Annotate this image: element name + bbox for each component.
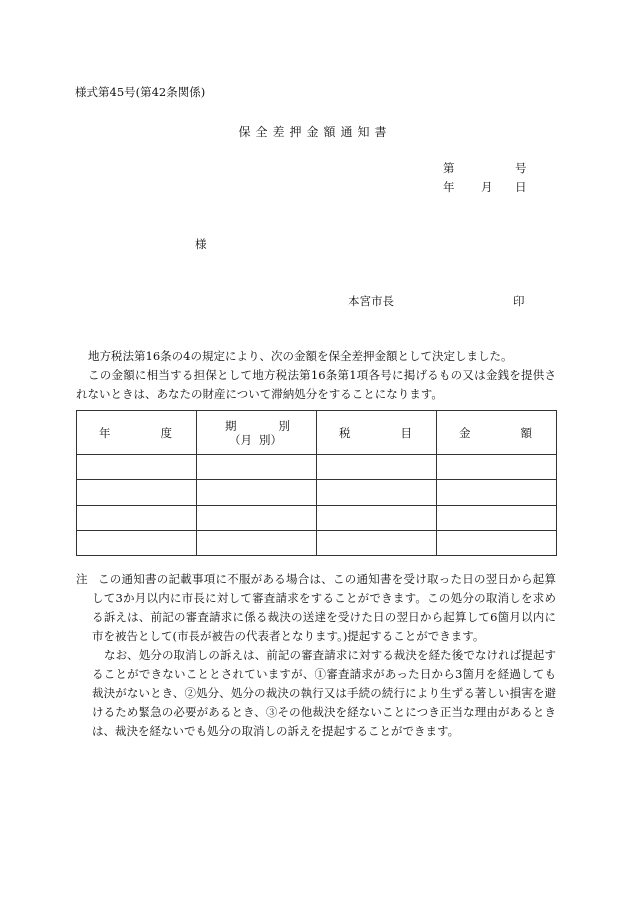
amount-table xyxy=(76,410,557,556)
issuer-name: 本宮市長 xyxy=(348,294,394,308)
table-cell xyxy=(77,530,197,555)
table-cell xyxy=(437,480,557,505)
header-period-part-1: 期 xyxy=(225,418,237,433)
table-cell xyxy=(437,505,557,530)
table-cell xyxy=(77,505,197,530)
table-cell xyxy=(317,480,437,505)
note-paragraph-2: なお、処分の取消しの訴えは、前記の審査請求に対する裁決を経た後でなければ提起することができないこととされていますが、①審査請求があった日から3箇月を経過しても裁決がないとき、②処分、処分の裁決の執行又は手続の続行により生ずる著しい損害を避けるため緊急の必要があるとき、③その他裁決を経ないことにつき正当な理由があるときは、裁決を経ないでも処分の取消しの訴えを提起することができます。 xyxy=(92,648,556,738)
date-year-label: 年 xyxy=(443,180,455,194)
note-label: 注 xyxy=(76,572,88,586)
body-paragraph-2: この金額に相当する担保として地方税法第16条第1項各号に掲げるもの又は金銭を提供されないときは、あなたの財産について滞納処分をすることになります。 xyxy=(76,368,556,401)
header-year-part-1: 年 xyxy=(99,425,111,440)
table-row xyxy=(77,505,557,530)
note-paragraph-1: この通知書の記載事項に不服がある場合は、この通知書を受け取った日の翌日から起算して3か月以内に市長に対して審査請求をすることができます。この処分の取消しを求める訴えは、前記の審査請求に係る裁決の送達を受けた日の翌日から起算して6箇月以内に市を被告として(市長が被告の代表者となります。)提起することができます。 xyxy=(92,572,556,643)
table-cell xyxy=(197,455,317,480)
header-period xyxy=(197,411,317,455)
header-amount xyxy=(437,411,557,455)
header-amount-part-2: 額 xyxy=(520,425,532,440)
body-paragraph-1: 地方税法第16条の4の規定により、次の金額を保全差押金額として決定しました。 xyxy=(88,349,513,363)
recipient-honorific: 様 xyxy=(195,237,207,251)
table-cell xyxy=(317,455,437,480)
table-cell xyxy=(437,455,557,480)
header-year xyxy=(77,411,197,455)
table-cell xyxy=(77,480,197,505)
header-tax-item-part-1: 税 xyxy=(339,425,351,440)
header-month-part-1: （月 xyxy=(229,432,252,447)
table-cell xyxy=(197,530,317,555)
table-row xyxy=(77,480,557,505)
document-title: 保全差押金額通知書 xyxy=(238,125,392,139)
document-number-suffix: 号 xyxy=(515,161,527,175)
table-cell xyxy=(197,505,317,530)
table-cell xyxy=(317,505,437,530)
header-tax-item-part-2: 目 xyxy=(400,425,412,440)
header-tax-item xyxy=(317,411,437,455)
table-cell xyxy=(317,530,437,555)
header-year-part-2: 度 xyxy=(160,425,172,440)
table-cell xyxy=(77,455,197,480)
document-number-prefix: 第 xyxy=(443,161,455,175)
header-month-part-2: 別） xyxy=(259,432,282,447)
table-header-row xyxy=(77,411,557,455)
table-cell xyxy=(437,530,557,555)
table-row xyxy=(77,530,557,555)
table-row xyxy=(77,455,557,480)
seal-mark: 印 xyxy=(513,294,525,308)
date-day-label: 日 xyxy=(515,180,527,194)
table-cell xyxy=(197,480,317,505)
form-number: 様式第45号(第42条関係) xyxy=(75,85,206,99)
header-amount-part-1: 金 xyxy=(459,425,471,440)
header-period-part-2: 別 xyxy=(278,418,290,433)
date-month-label: 月 xyxy=(481,180,493,194)
